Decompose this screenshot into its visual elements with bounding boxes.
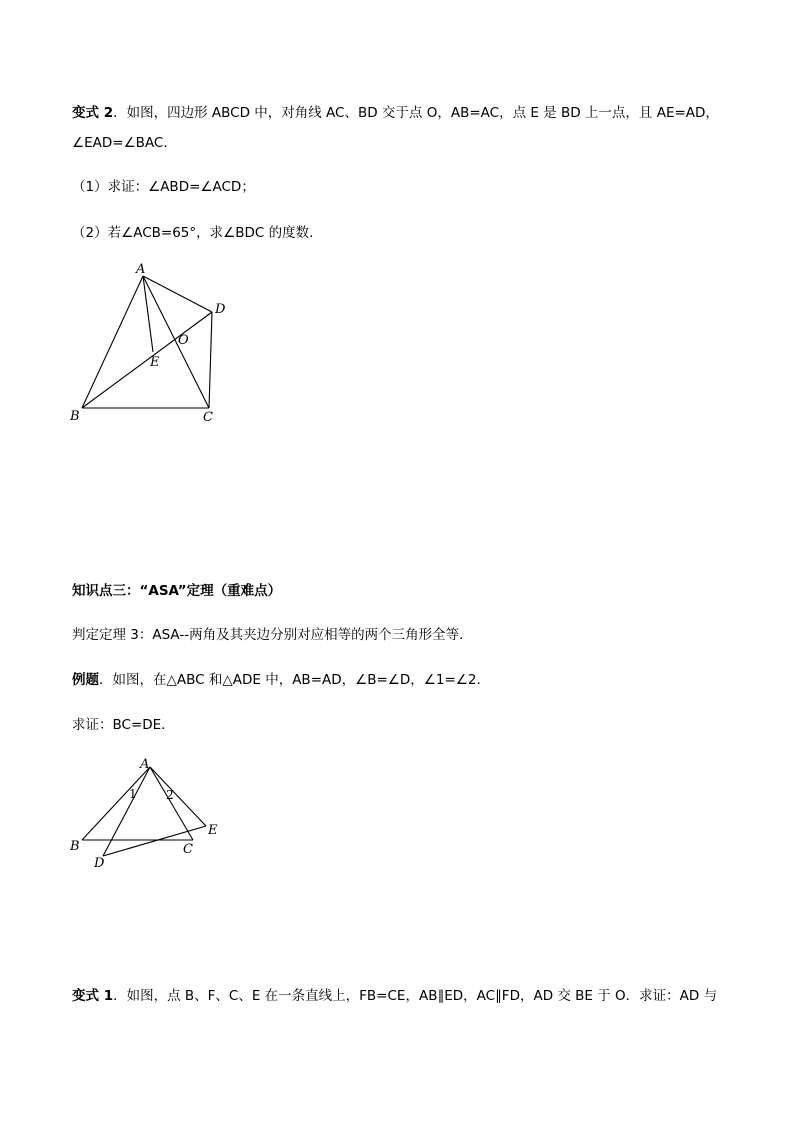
variant2-label: 变式 2 bbox=[72, 105, 114, 121]
angle-2-label: 2 bbox=[166, 788, 174, 802]
segment-ae bbox=[150, 767, 206, 826]
variant2-text-1: ．如图，四边形 ABCD 中，对角线 AC、BD 交于点 O，AB=AC，点 E 是 BD 上一点，且 AE=AD， bbox=[113, 105, 719, 121]
knowledge-point-title: 知识点三：“ASA”定理（重难点） bbox=[72, 583, 282, 599]
label-c: C bbox=[203, 410, 213, 425]
segment-ab bbox=[82, 767, 150, 840]
variant1-label: 变式 1 bbox=[72, 988, 114, 1004]
segment-ac bbox=[150, 767, 193, 840]
label-a: A bbox=[136, 262, 146, 277]
variant1-problem bbox=[72, 987, 717, 1005]
label-e: E bbox=[150, 355, 160, 370]
label-d: D bbox=[215, 302, 226, 317]
variant2-question-2: （2）若∠ACB=65°，求∠BDC 的度数． bbox=[72, 225, 323, 241]
theorem-text: 判定定理 3：ASA--两角及其夹边分别对应相等的两个三角形全等． bbox=[72, 627, 473, 643]
label-b: B bbox=[70, 409, 80, 424]
angle-1-label: 1 bbox=[129, 787, 137, 801]
label-a: A bbox=[140, 757, 150, 772]
label-e: E bbox=[208, 823, 218, 838]
example-label: 例题 bbox=[72, 672, 99, 688]
segment-ad bbox=[103, 767, 150, 856]
label-c: C bbox=[183, 842, 193, 857]
example-prove: 求证：BC=DE． bbox=[72, 717, 175, 733]
label-o: O bbox=[178, 333, 189, 348]
example-text: ．如图，在△ABC 和△ADE 中，AB=AD，∠B=∠D，∠1=∠2． bbox=[99, 672, 490, 688]
label-b: B bbox=[70, 839, 80, 854]
variant2-question-1: （1）求证：∠ABD=∠ACD； bbox=[72, 179, 255, 195]
variant1-text: ．如图，点 B、F、C、E 在一条直线上，FB=CE，AB∥ED，AC∥FD，AD 交 BE 于 O．求证：AD 与 bbox=[113, 988, 718, 1004]
variant2-problem-line2: ∠EAD=∠BAC． bbox=[72, 135, 177, 151]
label-d: D bbox=[94, 856, 105, 871]
